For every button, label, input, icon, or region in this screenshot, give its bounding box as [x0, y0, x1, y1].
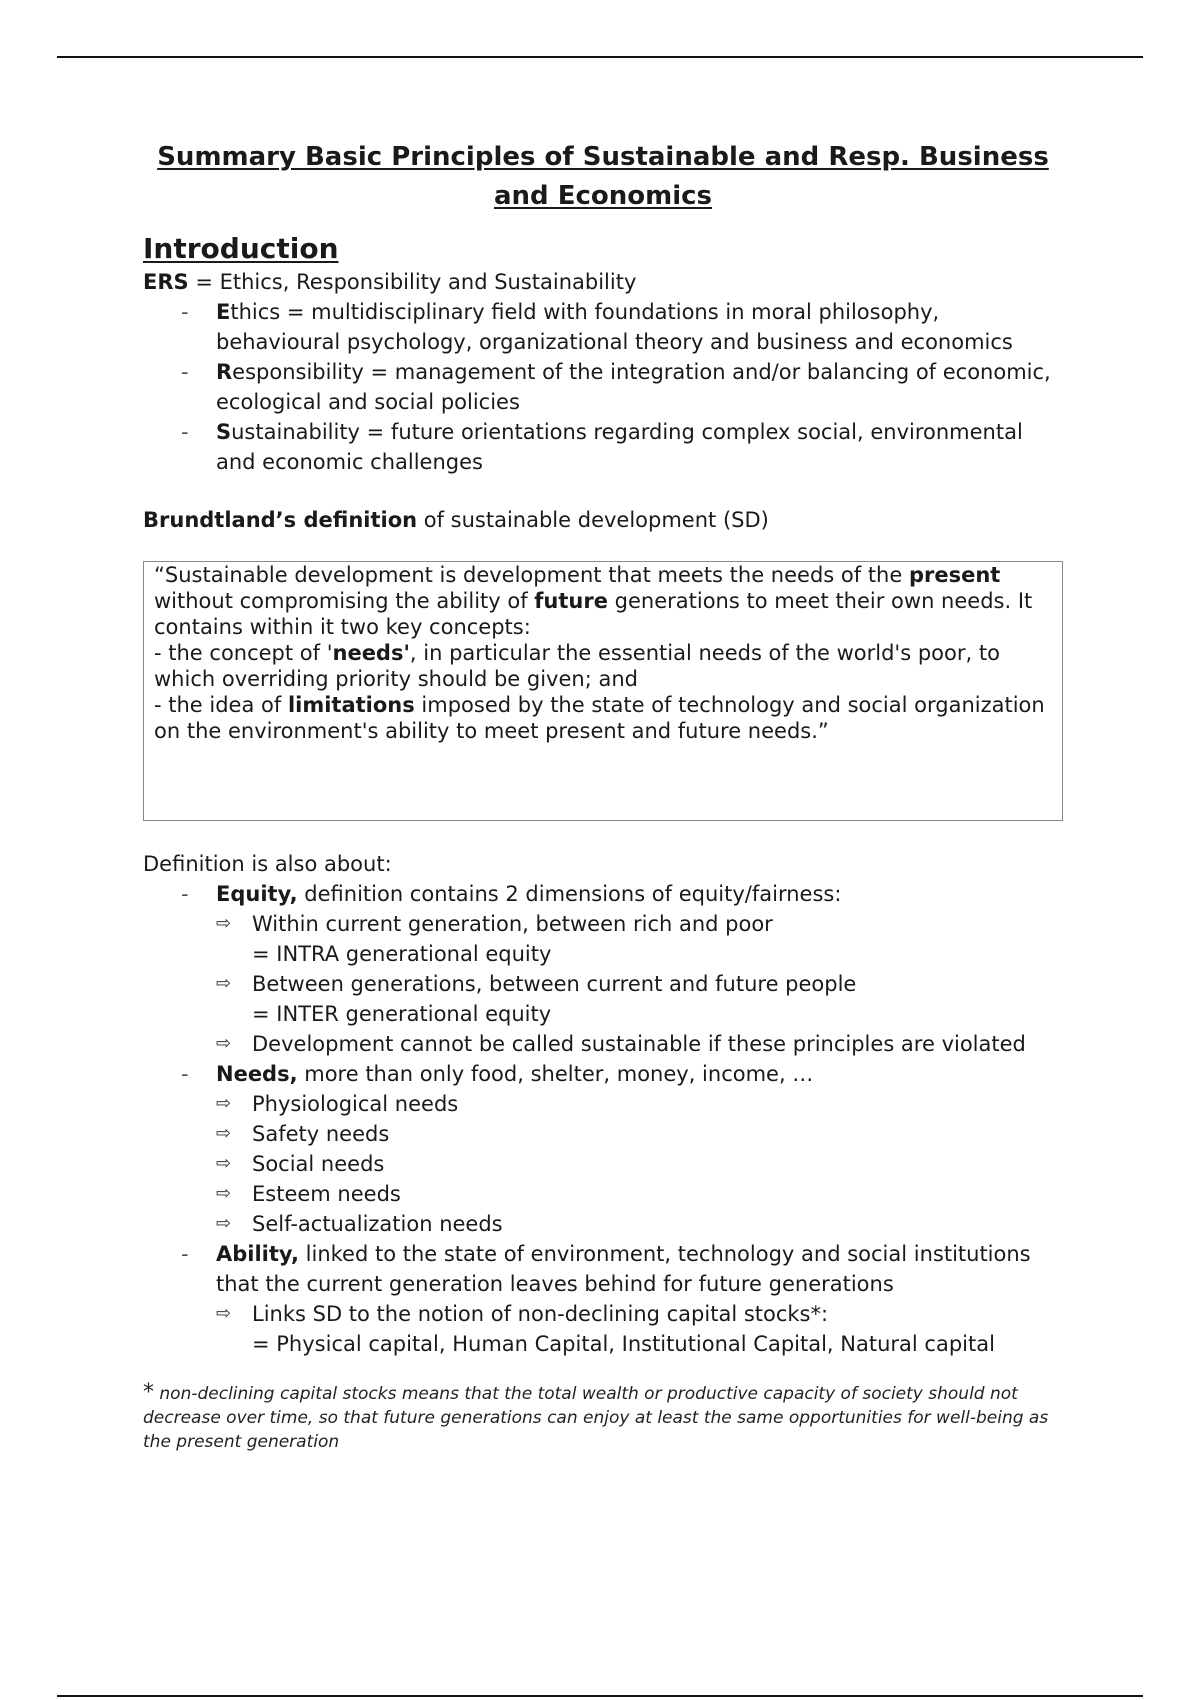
top-rule: [57, 56, 1143, 58]
item-text: esponsibility = management of the integration and/or balancing of economic, ecological and social policies: [216, 360, 1051, 414]
list-item: [143, 417, 1063, 477]
bottom-rule: [57, 1695, 1143, 1697]
quote-paragraph: “Sustainable development is development that meets the needs of the present without compromising the ability of future generations to meet their own needs. It contains within it two key concepts:: [154, 563, 1033, 639]
arrow-item: ⇨ Safety needs: [216, 1119, 1063, 1149]
arrow-item: ⇨ Development cannot be called sustainable if these principles are violated: [216, 1029, 1063, 1059]
list-item-equity: - Equity, definition contains 2 dimensions of equity/fairness: ⇨ Within current generation, between rich and poor = INTRA generational equity ⇨ Between generations, between current and future people = INTER generational equity ⇨ Development cannot be called sustainable if these principles are violated: [143, 879, 1063, 1059]
arrow-right-icon: ⇨: [216, 1213, 232, 1234]
ability-label: Ability,: [216, 1242, 299, 1266]
arrow-item: ⇨ Between generations, between current and future people = INTER generational equity: [216, 969, 1063, 1029]
arrow-right-icon: ⇨: [216, 1093, 232, 1114]
arrow-item: ⇨ Esteem needs: [216, 1179, 1063, 1209]
brundtland-label: Brundtland’s definition: [143, 508, 418, 532]
brundtland-text: of sustainable development (SD): [417, 508, 769, 532]
arrow-right-icon: ⇨: [216, 1033, 232, 1054]
footnote: [143, 1381, 1063, 1454]
footnote-text: non-declining capital stocks means that the total wealth or productive capacity of society should not decrease over time, so that future generations can enjoy at least the same opportunities for well-being as the present generation: [143, 1384, 1049, 1452]
needs-sublist: [216, 1089, 1063, 1239]
ers-label: ERS: [143, 270, 189, 294]
item-initial: S: [216, 420, 232, 444]
section-heading-introduction: Introduction: [143, 232, 339, 265]
list-item-needs: - Needs, more than only food, shelter, money, income, … ⇨ Physiological needs ⇨ Safety needs ⇨ Social needs ⇨ Esteem needs ⇨ Self-actualization needs: [143, 1059, 1063, 1239]
arrow-right-icon: ⇨: [216, 913, 232, 934]
document-title: Summary Basic Principles of Sustainable and Resp. Business and Economics: [157, 142, 1049, 211]
equity-sublist: [216, 909, 1063, 1059]
needs-label: Needs,: [216, 1062, 298, 1086]
item-initial: E: [216, 300, 231, 324]
arrow-right-icon: ⇨: [216, 973, 232, 994]
arrow-item: ⇨ Within current generation, between rich and poor = INTRA generational equity: [216, 909, 1063, 969]
quote-paragraph: - the concept of 'needs', in particular the essential needs of the world's poor, to which overriding priority should be given; and: [154, 641, 1000, 691]
arrow-right-icon: ⇨: [216, 1303, 232, 1324]
list-item-ability: - Ability, linked to the state of environment, technology and social institutions that the current generation leaves behind for future generations ⇨ Links SD to the notion of non-declining capital stocks*: = Physical capital, Human Capital, Institutional Capital, Natural capital: [143, 1239, 1063, 1359]
item-initial: R: [216, 360, 233, 384]
arrow-item: ⇨ Physiological needs: [216, 1089, 1063, 1119]
ers-list: [143, 297, 1063, 477]
definition-list: [143, 879, 1063, 1359]
arrow-right-icon: ⇨: [216, 1183, 232, 1204]
item-text: ustainability = future orientations regarding complex social, environmental and economic challenges: [216, 420, 1023, 474]
brundtland-quote-box: [143, 561, 1063, 821]
document-page: [143, 138, 1063, 1454]
arrow-item: ⇨ Self-actualization needs: [216, 1209, 1063, 1239]
list-item: [143, 357, 1063, 417]
definition-intro: Definition is also about:: [143, 852, 392, 876]
ability-sublist: [216, 1299, 1063, 1359]
arrow-right-icon: ⇨: [216, 1153, 232, 1174]
ers-def: = Ethics, Responsibility and Sustainability: [188, 270, 637, 294]
list-item: [143, 297, 1063, 357]
brundtland-line: [143, 505, 1063, 535]
arrow-item: ⇨ Links SD to the notion of non-declining capital stocks*: = Physical capital, Human Capital, Institutional Capital, Natural capital: [216, 1299, 1063, 1359]
arrow-right-icon: ⇨: [216, 1123, 232, 1144]
footnote-star: *: [143, 1380, 154, 1405]
quote-paragraph: - the idea of limitations imposed by the state of technology and social organization on the environment's ability to meet present and future needs.”: [154, 693, 1045, 743]
item-text: thics = multidisciplinary field with foundations in moral philosophy, behavioural psychology, organizational theory and business and economics: [216, 300, 1013, 354]
ers-definition: [143, 267, 1063, 297]
arrow-item: ⇨ Social needs: [216, 1149, 1063, 1179]
equity-label: Equity,: [216, 882, 298, 906]
